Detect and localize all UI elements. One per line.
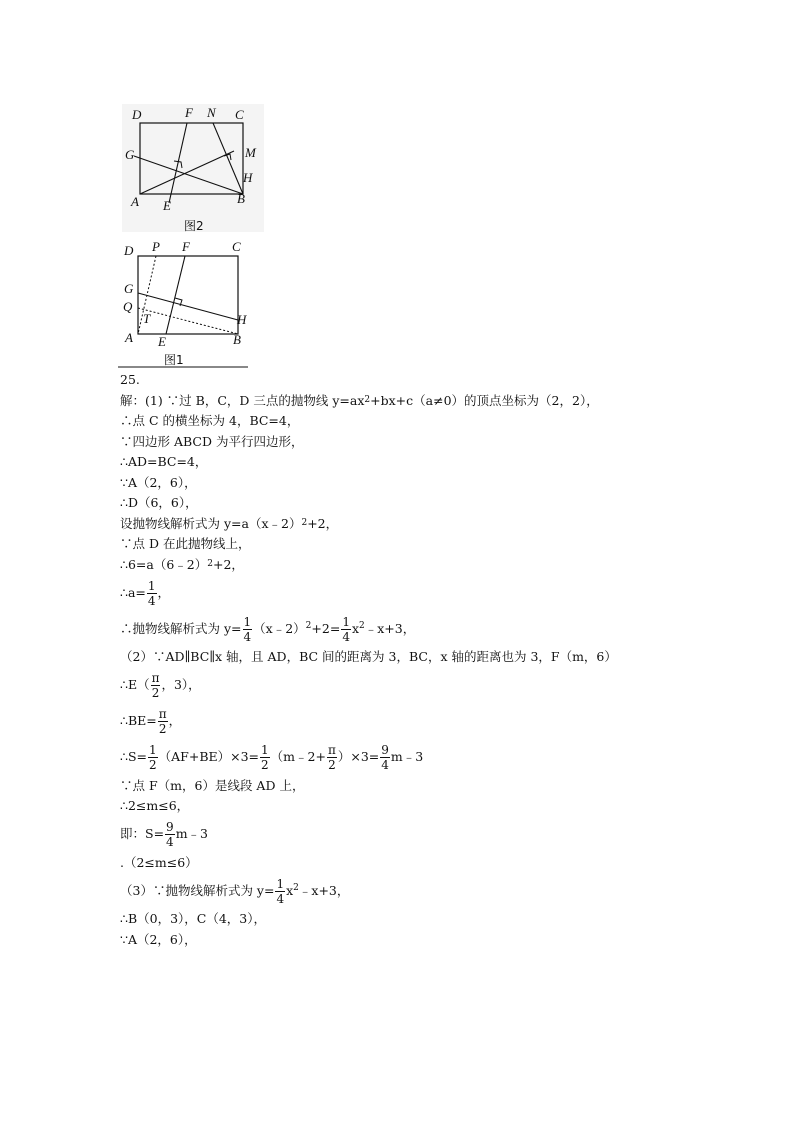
label-D: D: [132, 107, 142, 122]
figure-2: [118, 100, 268, 240]
line-7: 设抛物线解析式为 y=a（x﹣2）$^2$+2，: [120, 515, 339, 531]
label-F: F: [185, 105, 193, 120]
line-13: ∴E（ $\frac{\pi}{2}$ ，3），: [120, 671, 201, 700]
label-A: A: [131, 194, 139, 209]
fraction: $\frac{1}{4}$: [243, 614, 252, 644]
line-2: ∴点 C 的横坐标为 4，BC=4，: [120, 413, 300, 428]
line-8: ∵点 D 在此抛物线上，: [120, 536, 251, 551]
line-6: ∴D（6，6），: [120, 495, 198, 510]
figure-1-caption: 图1: [164, 353, 184, 367]
label-T: T: [143, 311, 151, 326]
line-15: ∴S= $\frac{1}{2}$ （AF+BE）×3= $\frac{1}{2}$ （m﹣2+ $\frac{\pi}{2}$ ）×3= $\frac{9}{4}$ m﹣3: [120, 743, 424, 772]
solution-text: [120, 370, 760, 950]
line-14: ∴BE= $\frac{\pi}{2}$ ，: [120, 707, 182, 736]
figure-1: [118, 236, 268, 372]
line-11: ∴抛物线解析式为 y= $\frac{1}{4}$ （x﹣2） $^2$ +2= $\frac{1}{4}$ x $^2$ ﹣x+3，: [120, 614, 416, 644]
label-A: A: [125, 330, 133, 345]
fraction: $\frac{1}{4}$: [147, 578, 156, 608]
label-H: H: [237, 312, 247, 327]
segment-fe: [166, 256, 185, 334]
label-D: D: [124, 243, 134, 258]
fraction: $\frac{9}{4}$: [166, 820, 174, 849]
label-M: M: [245, 145, 256, 160]
label-C: C: [232, 239, 241, 254]
line-4: ∴AD=BC=4，: [120, 454, 208, 469]
label-C: C: [235, 107, 244, 122]
dotted-segment-qb: [138, 308, 238, 334]
fraction: $\frac{1}{2}$: [261, 743, 269, 772]
line-18: 即：S= $\frac{9}{4}$ m﹣3: [120, 820, 208, 849]
line-9: ∴6=a（6﹣2）$^2$+2，: [120, 556, 244, 572]
figure-2-caption: 图2: [184, 219, 204, 233]
problem-number: 25.: [120, 372, 140, 387]
line-21: ∴B（0，3），C（4，3），: [120, 911, 267, 926]
line-19: .（2≤m≤6）: [120, 854, 198, 870]
label-E: E: [158, 334, 166, 349]
fraction: $\frac{1}{2}$: [149, 743, 157, 772]
line-16: ∵点 F（m，6）是线段 AD 上，: [120, 777, 305, 793]
label-B: B: [237, 191, 245, 206]
fraction: $\frac{9}{4}$: [381, 743, 389, 772]
line-3: ∵四边形 ABCD 为平行四边形，: [120, 433, 304, 449]
fraction: $\frac{\pi}{2}$: [151, 671, 160, 700]
label-G: G: [125, 147, 135, 162]
line-1: 解：(1) ∵过 B，C，D 三点的抛物线 $y=ax^2+bx+c(a\ne 0)$的顶点坐标为（2，2），: [120, 392, 599, 408]
label-E: E: [163, 198, 171, 213]
label-B: B: [233, 332, 241, 347]
fraction: $\frac{\pi}{2}$: [158, 707, 167, 736]
line-20: （3）∵抛物线解析式为 y= $\frac{1}{4}$ x $^2$ ﹣x+3，: [120, 876, 350, 906]
label-G: G: [124, 281, 134, 296]
fraction: $\frac{\pi}{2}$: [327, 743, 336, 772]
label-N: N: [207, 105, 216, 120]
fraction: $\frac{1}{4}$: [342, 614, 350, 644]
line-5: ∵A（2，6），: [120, 474, 197, 490]
label-P: P: [152, 239, 160, 254]
line-12: （2）∵AD∥BC∥x 轴，且 AD，BC 间的距离为 3，BC，x 轴的距离也为 3，F（m，6）: [120, 649, 617, 664]
line-10: ∴a= $\frac{1}{4}$ ，: [120, 578, 171, 608]
fraction: $\frac{1}{4}$: [276, 876, 285, 906]
segment-gh: [138, 293, 238, 320]
label-F: F: [182, 239, 190, 254]
line-22: ∵A（2，6），: [120, 931, 197, 947]
label-Q: Q: [123, 299, 133, 314]
line-17: ∴2≤m≤6，: [120, 798, 190, 813]
label-H: H: [243, 170, 253, 185]
